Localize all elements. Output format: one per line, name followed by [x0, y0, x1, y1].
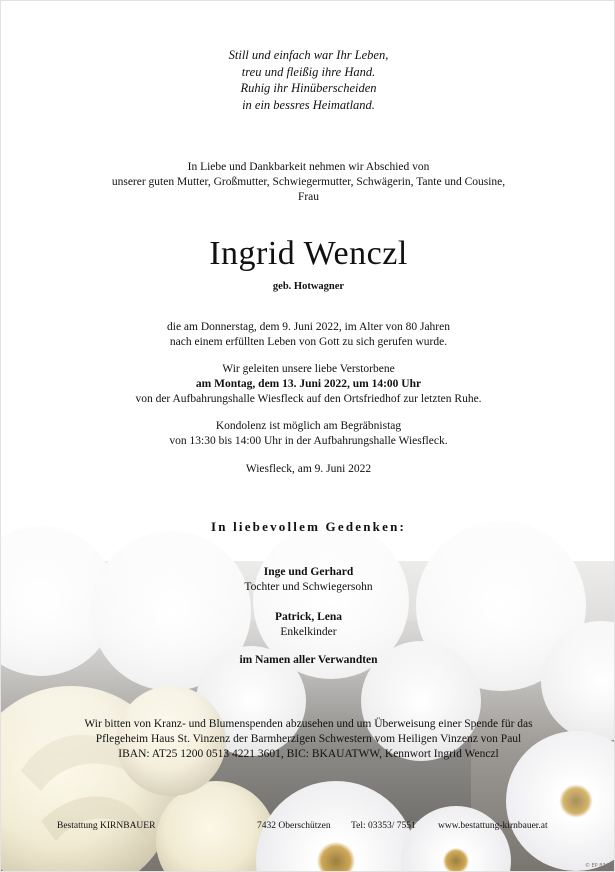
donation-line: Wir bitten von Kranz- und Blumenspenden abzusehen und um Überweisung einer Spende für das	[84, 718, 533, 730]
mourner-relation: Tochter und Schwiegersohn	[244, 581, 373, 593]
death-notice	[1, 320, 615, 350]
image-credit: © EP 83/U	[584, 863, 611, 869]
donation-line: IBAN: AT25 1200 0513 4221 3601, BIC: BKAUATWW, Kennwort Ingrid Wenczl	[118, 748, 499, 760]
mourner-entry	[1, 610, 615, 640]
funeral-line: von der Aufbahrungshalle Wiesfleck auf den Ortsfriedhof zur letzten Ruhe.	[135, 393, 482, 405]
memorial-heading: In liebevollem Gedenken:	[210, 519, 407, 534]
place-and-date: Wiesfleck, am 9. Juni 2022	[245, 463, 372, 475]
memorial-poem	[1, 47, 615, 113]
donation-line: Pflegeheim Haus St. Vinzenz der Barmherzigen Schwestern vom Heiligen Vinzenz von Paul	[95, 733, 522, 745]
condolence-info	[1, 419, 615, 449]
death-line: die am Donnerstag, dem 9. Juni 2022, im Alter von 80 Jahren	[167, 321, 450, 333]
death-line: nach einem erfüllten Leben von Gott zu sich gerufen wurde.	[169, 336, 448, 348]
mourner-name: Inge und Gerhard	[263, 566, 354, 578]
poem-line: Still und einfach war Ihr Leben,	[228, 48, 389, 62]
obituary-content	[1, 1, 615, 872]
condolence-line: von 13:30 bis 14:00 Uhr in der Aufbahrungshalle Wiesfleck.	[169, 435, 448, 447]
mourner-name: Patrick, Lena	[274, 611, 343, 623]
funeral-home-address: 7432 Oberschützen	[257, 821, 331, 831]
deceased-name: Ingrid Wenczl	[209, 235, 408, 272]
intro-line: In Liebe und Dankbarkeit nehmen wir Abschied von	[187, 161, 430, 173]
funeral-home-name: Bestattung KIRNBAUER	[57, 821, 156, 831]
funeral-line: Wir geleiten unsere liebe Verstorbene	[222, 363, 395, 375]
intro-line: Frau	[297, 191, 320, 203]
mourner-relation: Enkelkinder	[280, 626, 337, 638]
poem-line: in ein bessres Heimatland.	[242, 97, 375, 112]
mourner-entry	[1, 565, 615, 595]
condolence-line: Kondolenz ist möglich am Begräbnistag	[215, 420, 402, 432]
funeral-home-phone: Tel: 03353/ 7551	[351, 821, 416, 831]
intro-line: unserer guten Mutter, Großmutter, Schwiegermutter, Schwägerin, Tante und Cousine,	[111, 176, 506, 188]
poem-line: Ruhig ihr Hinüberscheiden	[240, 81, 377, 95]
donation-request	[1, 717, 615, 762]
poem-line: treu und fleißig ihre Hand.	[241, 64, 376, 79]
funeral-date-time: am Montag, dem 13. Juni 2022, um 14:00 Uhr	[195, 378, 422, 390]
farewell-intro	[1, 160, 615, 205]
funeral-info	[1, 362, 615, 407]
funeral-home-website: www.bestattung-kirnbauer.at	[438, 821, 548, 831]
all-relatives: im Namen aller Verwandten	[239, 654, 378, 666]
maiden-name: geb. Hotwagner	[272, 281, 345, 292]
